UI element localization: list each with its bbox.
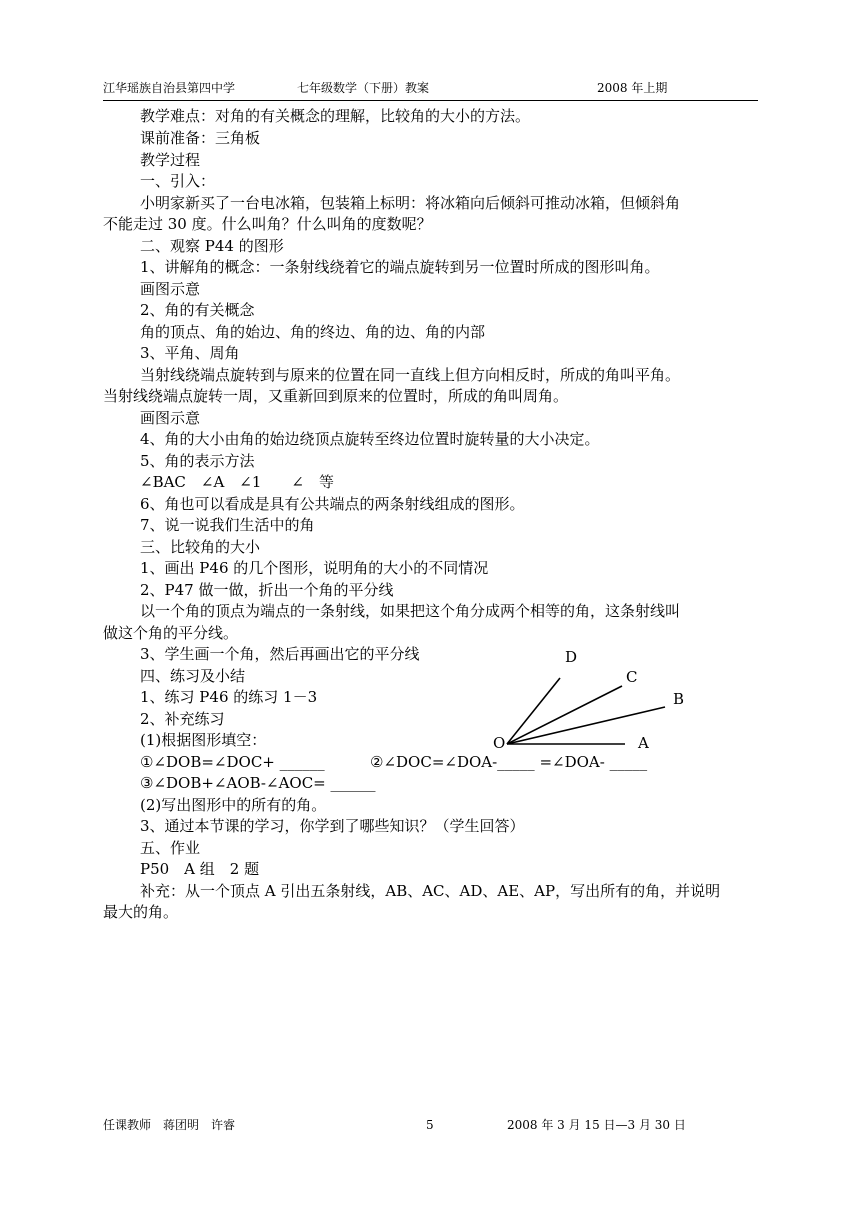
text-line: 1、画出 P46 的几个图形，说明角的大小的不同情况 [140, 559, 489, 577]
text-line: 教学过程 [140, 151, 201, 169]
text-line: 二、观察 P44 的图形 [140, 237, 284, 255]
text-line: 三、比较角的大小 [140, 538, 261, 556]
text-line: 当射线绕端点旋转到与原来的位置在同一直线上但方向相反时，所成的角叫平角。 [140, 366, 681, 384]
text-line: 6、角也可以看成是具有公共端点的两条射线组成的图形。 [140, 495, 525, 513]
text-line: 画图示意 [140, 280, 201, 298]
label-D: D [565, 648, 578, 666]
text-line: 4、角的大小由角的始边绕顶点旋转至终边位置时旋转量的大小决定。 [140, 430, 600, 448]
text-line: 课前准备：三角板 [140, 129, 261, 147]
text-line: 最大的角。 [103, 903, 179, 921]
text-line: 小明家新买了一台电冰箱，包装箱上标明：将冰箱向后倾斜可推动冰箱，但倾斜角 [140, 194, 681, 212]
text-line: 当射线绕端点旋转一周，又重新回到原来的位置时，所成的角叫周角。 [103, 387, 569, 405]
text-line: 2、P47 做一做，折出一个角的平分线 [140, 581, 394, 599]
text-line: 教学难点：对角的有关概念的理解，比较角的大小的方法。 [140, 107, 531, 125]
text-line: 角的顶点、角的始边、角的终边、角的边、角的内部 [140, 323, 486, 341]
text-line: 五、作业 [140, 839, 201, 857]
footer-page-number: 5 [426, 1118, 434, 1132]
text-line: 做这个角的平分线。 [103, 624, 239, 642]
text-line: (2)写出图形中的所有的角。 [140, 796, 327, 814]
header-subject: 七年级数学（下册）教案 [297, 81, 430, 95]
text-line: 1、练习 P46 的练习 1－3 [140, 688, 318, 706]
text-line: 5、角的表示方法 [140, 452, 255, 470]
text-line: 3、学生画一个角，然后再画出它的平分线 [140, 645, 420, 663]
text-line: 2、补充练习 [140, 710, 225, 728]
label-O: O [493, 734, 506, 752]
text-line: 2、角的有关概念 [140, 301, 255, 319]
ray-OC [507, 686, 622, 744]
text-line: 一、引入： [140, 172, 216, 190]
text-line: ②∠DOC=∠DOA-_____ =∠DOA- _____ [370, 753, 648, 771]
text-line: 3、通过本节课的学习，你学到了哪些知识？（学生回答） [140, 817, 525, 835]
text-line: (1)根据图形填空： [140, 731, 267, 749]
text-line: ①∠DOB=∠DOC+ ______ [140, 753, 325, 771]
text-line: 以一个角的顶点为端点的一条射线，如果把这个角分成两个相等的角，这条射线叫 [140, 602, 681, 620]
text-line: 画图示意 [140, 409, 201, 427]
text-line: 四、练习及小结 [140, 667, 246, 685]
text-line: 3、平角、周角 [140, 344, 240, 362]
text-line: P50 A 组 2 题 [140, 860, 260, 878]
header-rule [103, 100, 758, 101]
text-line: ∠BAC ∠A ∠1 ∠ 等 [140, 473, 334, 491]
label-A: A [638, 734, 649, 752]
label-B: B [673, 690, 685, 708]
text-line: 1、讲解角的概念：一条射线绕着它的端点旋转到另一位置时所成的图形叫角。 [140, 258, 660, 276]
footer-dates: 2008 年 3 月 15 日—3 月 30 日 [507, 1118, 686, 1132]
header-school: 江华瑶族自治县第四中学 [103, 81, 236, 95]
text-line: ③∠DOB+∠AOB-∠AOC= ______ [140, 774, 376, 792]
header-term: 2008 年上期 [597, 81, 668, 95]
text-line: 补充：从一个顶点 A 引出五条射线，AB、AC、AD、AE、AP，写出所有的角，并说明 [140, 882, 721, 900]
text-line: 7、说一说我们生活中的角 [140, 516, 315, 534]
text-line: 不能走过 30 度。什么叫角？什么叫角的度数呢？ [103, 215, 432, 233]
label-C: C [626, 668, 638, 686]
footer-teachers: 任课教师 蒋团明 许睿 [103, 1118, 236, 1132]
